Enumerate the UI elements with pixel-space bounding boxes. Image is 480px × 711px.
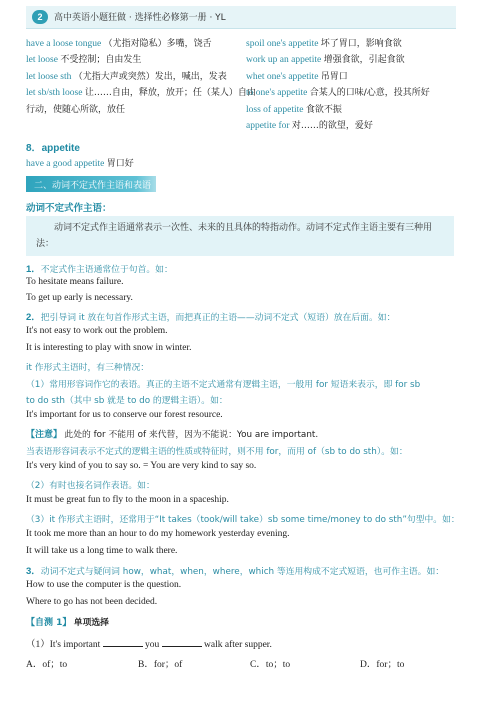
rule-line: （2）有时也接名词作表语。如： (26, 481, 155, 491)
page-header (26, 6, 456, 29)
option-d[interactable]: D．for；to (360, 660, 405, 670)
example-line: Where to go has not been decided. (26, 597, 158, 607)
rule-line: to do sth（其中 sb 就是 to do 的逻辑主语）。如： (26, 396, 228, 406)
header-title: 高中英语小题狂做 · 选择性必修第一册 · YL (54, 13, 226, 23)
entry: have a good appetite 胃口好 (26, 159, 134, 169)
entry: spoil one's appetite 坏了胃口，影响食欲 (246, 39, 402, 49)
rule-line: （1）常用形容词作它的表语。真正的主语不定式通常有逻辑主语，一般用 for 短语来表示，即 for sb (26, 380, 421, 390)
option-c[interactable]: C．to；to (250, 660, 291, 670)
note-line: 【注意】 此处的 for 不能用 of 来代替，因为不能说：You are important. (26, 430, 319, 440)
subsection-title: 动词不定式作主语： (26, 203, 112, 214)
example-line: It's important for us to conserve our forest resource. (26, 410, 223, 420)
example-line: It will take us a long time to walk there. (26, 546, 178, 556)
left-entry-column (26, 36, 256, 118)
example-line: It's not easy to work out the problem. (26, 326, 168, 336)
rule-line: 2．把引导词 it 放在句首作形式主语，而把真正的主语——动词不定式（短语）放在后面。如： (26, 312, 396, 323)
example-line: How to use the computer is the question. (26, 580, 182, 590)
answer-blank[interactable] (103, 637, 143, 647)
entry: loss of appetite 食欲不振 (246, 104, 342, 115)
summary-text: 动词不定式作主语通常表示一次性、未来的且具体的特指动作。动词不定式作主语主要有三种用法： (36, 223, 433, 249)
example-line: It took me more than an hour to do my homework yesterday evening. (26, 529, 290, 539)
right-entry-column (246, 36, 456, 134)
entry: work up an appetite 增强食欲，引起食欲 (246, 55, 405, 66)
rule-line: 3．动词不定式与疑问词 how，what，when，where，which 等连用构成不定式短语，也可作主语。如： (26, 566, 445, 577)
example-line: To get up early is necessary. (26, 293, 133, 303)
example-line: It's very kind of you to say so. = You are very kind to say so. (26, 461, 257, 471)
entry: appetite for 对……的欲望，爱好 (246, 121, 373, 132)
entry: let loose 不受控制；自由发生 (26, 55, 142, 66)
rule-line: 1．不定式作主语通常位于句首。如： (26, 264, 173, 275)
example-line: To hesitate means failure. (26, 277, 124, 287)
summary-box (26, 216, 454, 256)
entry: let sb/sth loose 让……自由，释放，放开；任（某人）自由行动，使随心所欲，放任 (26, 88, 256, 115)
option-a[interactable]: A．of；to (26, 660, 68, 670)
entry: let loose sth （尤指大声或突然）发出，喊出，发表 (26, 71, 227, 82)
rule-line: it 作形式主语时，有三种情况： (26, 363, 150, 373)
section-banner: 二、动词不定式作主语和表语 (26, 176, 156, 192)
question-line: （1）It's important you walk after supper. (26, 636, 456, 650)
option-b[interactable]: B．for；of (138, 660, 183, 670)
rule-line: 当表语形容词表示不定式的逻辑主语的性质或特征时，则不用 for，而用 of（sb to do sth）。如： (26, 447, 408, 457)
entry: whet one's appetite 吊胃口 (246, 71, 348, 82)
answer-blank[interactable] (162, 637, 202, 647)
rule-line: （3）it 作形式主语时，还常用于“It takes（took/will take）sb some time/money to do sth”句型中。如： (26, 515, 460, 525)
self-test-heading: 【自测 1】 单项选择 (26, 618, 109, 628)
entry: have a loose tongue （尤指对隐私）多嘴，饶舌 (26, 39, 212, 49)
example-line: It is interesting to play with snow in winter. (26, 343, 192, 353)
section-heading: 8．appetite (26, 143, 80, 154)
entry: to one's appetite 合某人的口味/心意，投其所好 (246, 88, 430, 99)
page-number-badge: 2 (32, 10, 48, 24)
example-line: It must be great fun to fly to the moon in a spaceship. (26, 495, 229, 505)
